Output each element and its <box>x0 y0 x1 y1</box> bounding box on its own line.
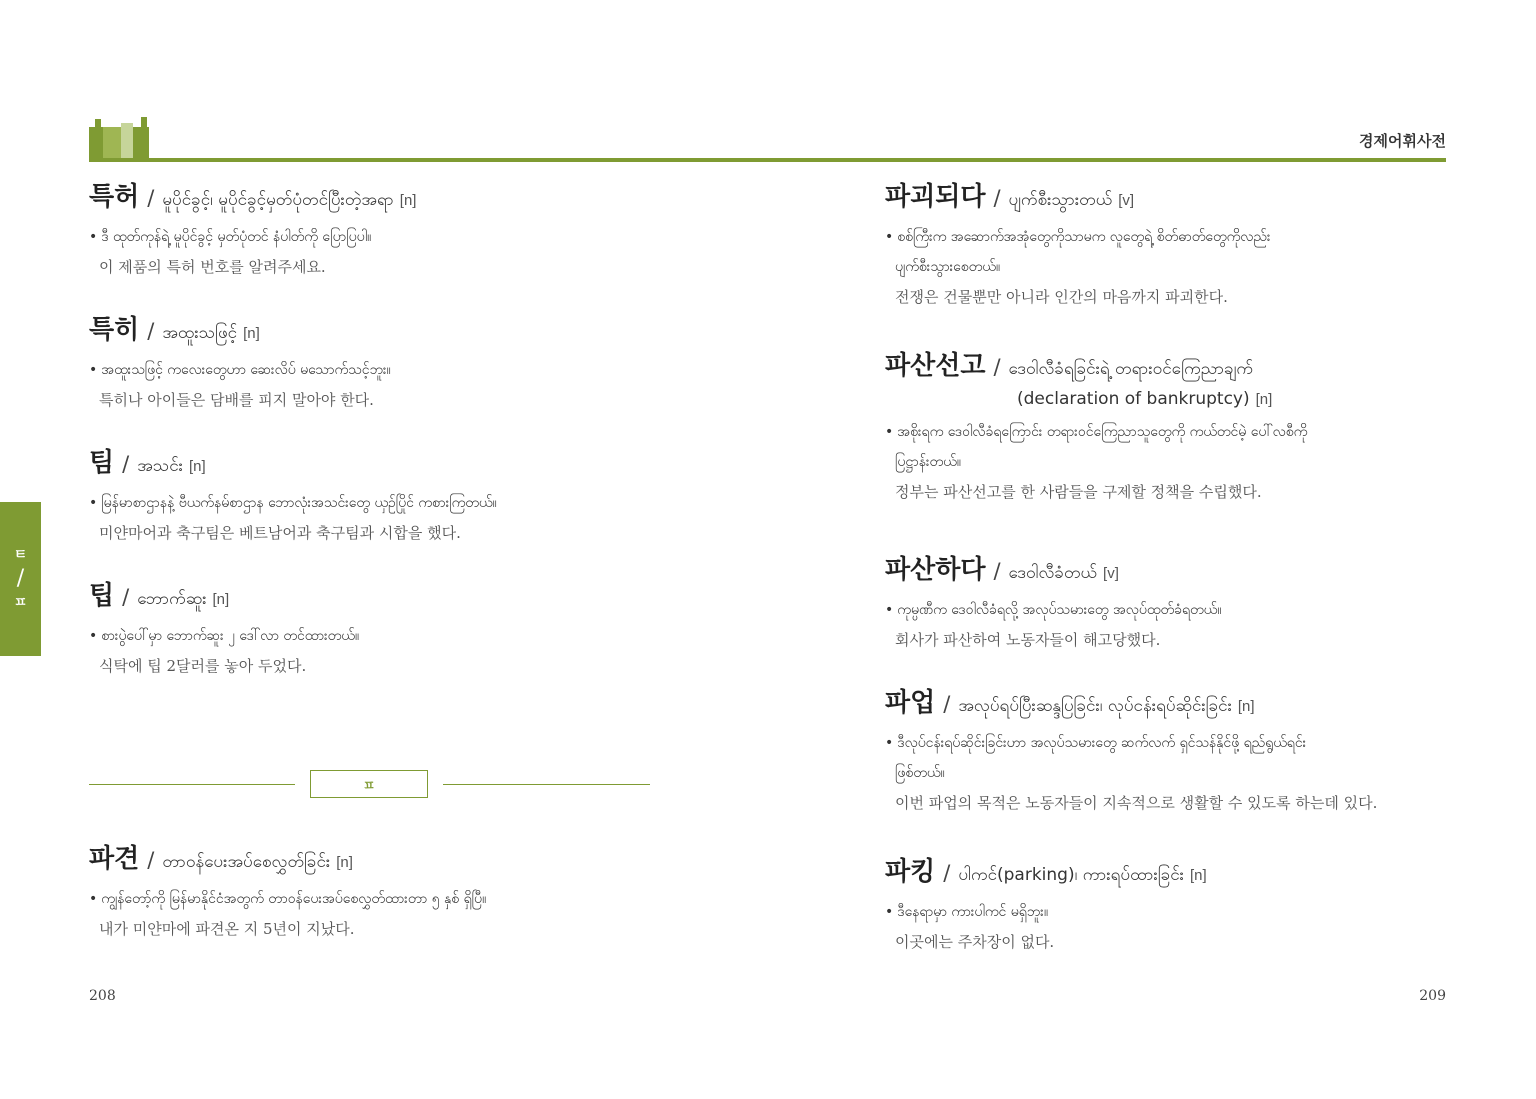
entry-pos: [n] <box>399 192 417 209</box>
example-text: စစ်ကြီးက အဆောက်အအုံတွေကိုသာမက လူတွေရဲ့ စိတ်ဓာတ်တွေကိုလည်း <box>897 229 1271 245</box>
entry-example: • အစိုးရက ဒေဝါလီခံရကြောင်း တရားဝင်ကြေညာသူတွေကို ကယ်တင်မဲ့ ပေါ်လစီကို ပြဋ္ဌာန်းတယ်။ <box>885 424 1308 470</box>
entry-korean: 이곳에는 주차장이 없다. <box>895 933 1055 951</box>
entry-meaning: ဘောက်ဆူး <box>137 589 207 609</box>
example-text: ကုမ္ပဏီက ဒေဝါလီခံရလို့ အလုပ်သမားတွေ အလုပ်ထုတ်ခံရတယ်။ <box>897 602 1222 618</box>
entry-pos: [v] <box>1118 192 1135 209</box>
entry-word: 파업 <box>885 688 936 718</box>
entry-example: • ဒီ ထုတ်ကုန်ရဲ့ မူပိုင်ခွင့် မှတ်ပုံတင် နံပါတ်ကို ပြောပြပါ။ <box>89 229 372 245</box>
entry-separator: / <box>147 848 155 872</box>
entry-separator: / <box>122 452 130 476</box>
tab-char-1: ㅌ <box>13 547 28 563</box>
example-text-cont: ပြဋ္ဌာန်းတယ်။ <box>895 454 961 470</box>
entry-pos: [v] <box>1103 565 1119 582</box>
entry-example: • ဒီလုပ်ငန်းရပ်ဆိုင်းခြင်းဟာ အလုပ်သမားတွေ ဆက်လက် ရှင်သန်နိုင်ဖို့ ရည်ရွယ်ရင်း ဖြစ်တယ်။ <box>885 735 1307 781</box>
header-rule <box>89 158 1446 162</box>
dictionary-entry <box>89 575 659 681</box>
entry-korean: 정부는 파산선고를 한 사람들을 구제할 정책을 수립했다. <box>895 483 1262 501</box>
entry-word: 파견 <box>89 844 140 874</box>
entry-word: 파산하다 <box>885 555 986 585</box>
example-text: ဒီနေရာမှာ ကားပါကင် မရှိဘူး။ <box>897 904 1049 920</box>
entry-word: 파킹 <box>885 857 936 887</box>
entry-korean: 회사가 파산하여 노동자들이 해고당했다. <box>895 631 1161 649</box>
page-number-left: 208 <box>89 988 116 1004</box>
entry-separator: / <box>943 861 951 885</box>
entry-separator: / <box>122 585 130 609</box>
entry-example: • ကျွန်တော့်ကို မြန်မာနိုင်ငံအတွက် တာဝန်ပေးအပ်စေလွှတ်ထားတာ ၅ နှစ် ရှိပြီ။ <box>89 891 487 907</box>
entry-meaning: အလုပ်ရပ်ပြီးဆန္ဒပြခြင်း၊ လုပ်ငန်းရပ်ဆိုင်းခြင်း <box>958 696 1232 716</box>
entry-example: • စစ်ကြီးက အဆောက်အအုံတွေကိုသာမက လူတွေရဲ့ စိတ်ဓာတ်တွေကိုလည်း ပျက်စီးသွားစေတယ်။ <box>885 229 1271 275</box>
dictionary-entry <box>885 549 1445 655</box>
dictionary-entry <box>89 176 659 282</box>
entry-example: • စားပွဲပေါ်မှာ ဘောက်ဆူး ၂ ဒေါ်လာ တင်ထားတယ်။ <box>89 628 360 644</box>
tab-slash: / <box>16 566 25 591</box>
chapter-index-tab <box>0 502 41 656</box>
entry-meaning: အထူးသဖြင့် <box>162 323 238 343</box>
dictionary-entry <box>885 682 1445 818</box>
entry-word: 특허 <box>89 182 140 212</box>
dictionary-entry <box>89 442 659 548</box>
section-divider <box>89 770 650 798</box>
entry-word: 파괴되다 <box>885 182 986 212</box>
example-text-cont: ဖြစ်တယ်။ <box>895 765 945 781</box>
example-text: ဒီလုပ်ငန်းရပ်ဆိုင်းခြင်းဟာ အလုပ်သမားတွေ ဆက်လက် ရှင်သန်နိုင်ဖို့ ရည်ရွယ်ရင်း <box>897 735 1307 751</box>
page-number-right: 209 <box>1419 988 1446 1004</box>
entry-separator: / <box>147 319 155 343</box>
dictionary-entry <box>89 309 659 415</box>
entry-separator: / <box>943 692 951 716</box>
entry-separator: / <box>993 559 1001 583</box>
entry-pos: [n] <box>212 591 230 608</box>
divider-line-left <box>89 784 295 785</box>
entry-meaning: တာဝန်ပေးအပ်စေလွှတ်ခြင်း <box>162 852 331 872</box>
entry-korean: 특히나 아이들은 담배를 피지 말아야 한다. <box>99 391 374 409</box>
entry-meaning: ဒေဝါလီခံတယ် <box>1008 563 1098 583</box>
example-text: အစိုးရက ဒေဝါလီခံရကြောင်း တရားဝင်ကြေညာသူတွေကို ကယ်တင်မဲ့ ပေါ်လစီကို <box>897 424 1308 440</box>
example-text: စားပွဲပေါ်မှာ ဘောက်ဆူး ၂ ဒေါ်လာ တင်ထားတယ်။ <box>101 628 360 644</box>
entry-meaning: ပျက်စီးသွားတယ် <box>1008 190 1113 210</box>
entry-korean: 식탁에 팁 2달러를 놓아 두었다. <box>99 657 307 675</box>
entry-pos: [n] <box>1190 867 1207 884</box>
example-text: မြန်မာစာဌာနနဲ့ ဗီယက်နမ်စာဌာန ဘောလုံးအသင်းတွေ ယှဉ်ပြိုင် ကစားကြတယ်။ <box>101 495 497 511</box>
entry-example: • မြန်မာစာဌာနနဲ့ ဗီယက်နမ်စာဌာန ဘောလုံးအသင်းတွေ ယှဉ်ပြိုင် ကစားကြတယ်။ <box>89 495 497 511</box>
entry-word: 팀 <box>89 448 115 478</box>
entry-separator: / <box>993 355 1001 379</box>
example-text: ဒီ ထုတ်ကုန်ရဲ့ မူပိုင်ခွင့် မှတ်ပုံတင် နံပါတ်ကို ပြောပြပါ။ <box>101 229 372 245</box>
entry-pos: [n] <box>1237 698 1255 715</box>
example-text: ကျွန်တော့်ကို မြန်မာနိုင်ငံအတွက် တာဝန်ပေးအပ်စေလွှတ်ထားတာ ၅ နှစ် ရှိပြီ။ <box>101 891 487 907</box>
entry-example: • ကုမ္ပဏီက ဒေဝါလီခံရလို့ အလုပ်သမားတွေ အလုပ်ထုတ်ခံရတယ်။ <box>885 602 1222 618</box>
entry-meaning: ဒေဝါလီခံရခြင်းရဲ့ တရားဝင်ကြေညာချက် <box>1008 359 1254 379</box>
entry-separator: / <box>147 186 155 210</box>
entry-korean: 이 제품의 특허 번호를 알려주세요. <box>99 258 326 276</box>
header-decoration <box>89 117 159 161</box>
entry-pos: [n] <box>1255 391 1273 408</box>
entry-meaning: အသင်း <box>137 456 183 476</box>
entry-pos: [n] <box>336 854 353 871</box>
entry-subtitle <box>1017 389 1445 409</box>
entry-example: • ဒီနေရာမှာ ကားပါကင် မရှိဘူး။ <box>885 904 1049 920</box>
entry-korean: 미얀마어과 축구팀은 베트남어과 축구팀과 시합을 했다. <box>99 524 461 542</box>
entry-word: 팁 <box>89 581 115 611</box>
entry-example: • အထူးသဖြင့် ကလေးတွေဟာ ဆေးလိပ် မသောက်သင့်ဘူး။ <box>89 362 391 378</box>
dictionary-entry <box>885 176 1445 312</box>
section-label: ㅍ <box>310 770 428 798</box>
dictionary-entry <box>89 838 659 944</box>
divider-line-right <box>443 784 650 785</box>
entry-korean: 이번 파업의 목적은 노동자들이 지속적으로 생활할 수 있도록 하는데 있다. <box>895 794 1378 812</box>
entry-meaning: ပါကင်(parking)၊ ကားရပ်ထားခြင်း <box>958 865 1185 885</box>
entry-korean: 내가 미얀마에 파견온 지 5년이 지났다. <box>99 920 355 938</box>
entry-korean: 전쟁은 건물뿐만 아니라 인간의 마음까지 파괴한다. <box>895 288 1228 306</box>
example-text-cont: ပျက်စီးသွားစေတယ်။ <box>895 259 1001 275</box>
dictionary-entry <box>885 345 1445 507</box>
entry-word: 특히 <box>89 315 140 345</box>
entry-pos: [n] <box>243 325 260 342</box>
book-title: 경제어휘사전 <box>1359 133 1446 150</box>
entry-word: 파산선고 <box>885 351 986 381</box>
tab-char-2: ㅍ <box>13 595 28 611</box>
dictionary-entry <box>885 851 1445 957</box>
entry-meaning: မူပိုင်ခွင့်၊ မူပိုင်ခွင့်မှတ်ပုံတင်ပြီးတဲ့အရာ <box>162 190 394 210</box>
example-text: အထူးသဖြင့် ကလေးတွေဟာ ဆေးလိပ် မသောက်သင့်ဘူး။ <box>101 362 391 378</box>
entry-english: (declaration of bankruptcy) <box>1017 389 1250 409</box>
entry-pos: [n] <box>189 458 206 475</box>
entry-separator: / <box>993 186 1001 210</box>
